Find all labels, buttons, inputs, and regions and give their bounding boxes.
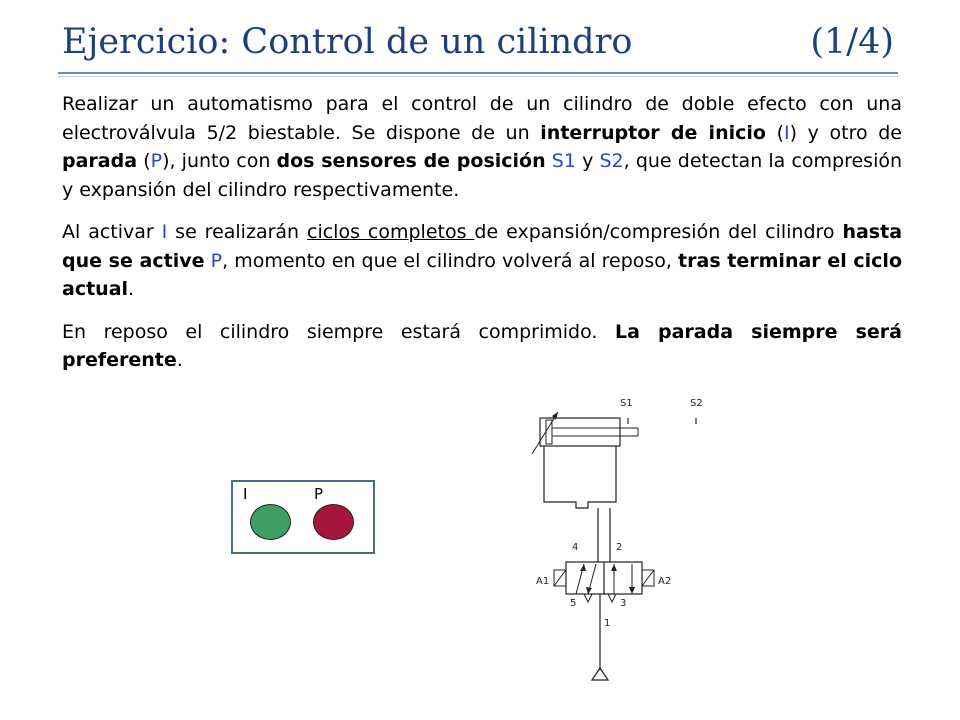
cylinder-chamber — [544, 446, 616, 508]
p2-var-P: P — [210, 249, 223, 272]
valve-arrow-4-head — [629, 587, 635, 594]
pneumatic-circuit-diagram — [520, 390, 740, 710]
slide-title-text: Ejercicio: Control de un cilindro — [62, 22, 633, 62]
p2-bold-tras: tras terminar el ciclo actual — [62, 249, 902, 300]
valve-arrow-3-head — [611, 564, 617, 571]
pilot-a2-label: A2 — [658, 576, 672, 587]
title-underline — [58, 72, 898, 74]
port-2-label: 2 — [616, 542, 623, 553]
p2-text-i: , momento en que el cilindro volverá al reposo, — [222, 249, 679, 272]
port-1-label: 1 — [604, 618, 611, 629]
p1-text-i: ), junto con — [162, 150, 277, 172]
p2-text-k: . — [128, 278, 135, 300]
valve-arrow-1-head — [580, 564, 586, 571]
p3-text-c: . — [176, 349, 183, 371]
start-button[interactable] — [250, 504, 291, 540]
exercise-text — [62, 90, 902, 389]
port-4-label: 4 — [572, 542, 579, 553]
p1-var-S1: S1 — [551, 150, 576, 172]
pilot-a1-label: A1 — [536, 576, 550, 587]
pilot-a1-slash — [554, 570, 566, 586]
p2-text-c: se realizarán — [167, 221, 308, 243]
paragraph-2 — [62, 218, 902, 304]
port-5-label: 5 — [570, 598, 577, 609]
p1-text-m: y — [575, 150, 600, 172]
exhaust-3 — [608, 594, 616, 602]
paragraph-3 — [62, 318, 902, 375]
stop-label: P — [314, 485, 324, 503]
p1-bold-sensores: dos sensores de posición — [276, 150, 546, 172]
p1-text-g: ( — [137, 150, 151, 172]
cushion-arrow-head — [552, 412, 558, 420]
p1-bold-interruptor: interruptor de inicio — [540, 121, 766, 144]
paragraph-1 — [62, 90, 902, 204]
p2-text-e: de expansión/compresión del cilindro — [474, 221, 843, 243]
stop-button[interactable] — [313, 504, 354, 540]
p2-var-I: I — [161, 221, 168, 243]
p1-bold-parada: parada — [62, 150, 138, 172]
slide-page-number: (1/4) — [810, 22, 894, 62]
p1-text-c: ( — [765, 121, 784, 144]
p1-var-S2: S2 — [599, 150, 624, 172]
p2-bold-hasta: hasta que se active — [62, 221, 903, 272]
start-label: I — [243, 485, 248, 503]
pilot-a2-slash — [642, 570, 654, 586]
sensor-s2-label: S2 — [690, 398, 703, 409]
p1-text-a: Realizar un automatismo para el control de un cilindro de doble efecto con una electroválvula 5/2 biestable. Se dispone de un — [62, 93, 902, 144]
p1-text-o: , que detectan la compresión y expansión del cilindro respectivamente. — [62, 150, 903, 201]
p2-text-a: Al activar — [62, 221, 162, 243]
port-3-label: 3 — [620, 598, 627, 609]
p2-underline-ciclos: ciclos completos — [307, 221, 475, 243]
p3-text-a: En reposo el cilindro siempre estará comprimido. — [62, 320, 615, 343]
p3-bold-parada: La parada siempre será preferente — [62, 320, 902, 371]
sensor-s1-label: S1 — [620, 398, 633, 409]
title-underline-light — [58, 76, 898, 77]
p1-var-P: P — [150, 150, 163, 172]
exhaust-5 — [584, 594, 592, 602]
p1-text-e: ) y otro de — [789, 121, 903, 144]
slide-title — [62, 22, 900, 74]
p1-var-I: I — [784, 121, 790, 144]
valve-arrow-2-head — [586, 587, 592, 594]
